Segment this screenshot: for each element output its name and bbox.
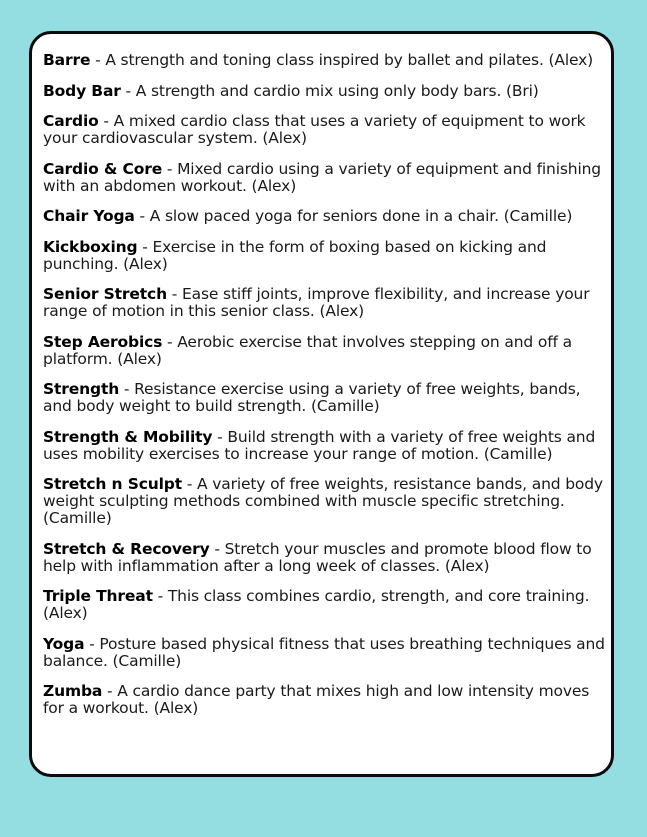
class-name: Senior Stretch <box>43 285 167 303</box>
class-description: - A mixed cardio class that uses a variety of equipment to work your cardiovascular system. (Alex) <box>43 112 586 147</box>
class-entry-step-aerobics <box>43 334 613 368</box>
class-entry-stretch-recovery <box>43 541 613 575</box>
class-descriptions <box>43 52 613 731</box>
class-entry-kickboxing <box>43 239 613 273</box>
class-entry-yoga <box>43 636 613 670</box>
class-description: - Aerobic exercise that involves stepping on and off a platform. (Alex) <box>43 332 572 368</box>
class-description: - Exercise in the form of boxing based on kicking and punching. (Alex) <box>43 237 547 273</box>
class-description: - Resistance exercise using a variety of free weights, bands, and body weight to build strength. (Camille) <box>43 380 581 415</box>
class-name: Zumba <box>43 682 103 700</box>
class-entry-strength <box>43 381 613 415</box>
class-name: Strength & Mobility <box>43 427 213 446</box>
class-name: Barre <box>43 51 91 69</box>
class-description: - A variety of free weights, resistance bands, and body weight sculpting methods combined with muscle specific stretching. (Camille) <box>43 475 603 527</box>
class-name: Stretch n Sculpt <box>43 475 182 493</box>
class-entry-stretch-n-sculpt <box>43 476 613 527</box>
class-entry-body-bar <box>43 83 613 100</box>
class-description: - Mixed cardio using a variety of equipment and finishing with an abdomen workout. (Alex) <box>43 159 601 195</box>
class-entry-cardio <box>43 113 613 147</box>
class-entry-senior-stretch <box>43 286 613 320</box>
class-name: Body Bar <box>43 81 121 100</box>
class-entry-barre <box>43 52 613 69</box>
class-entry-zumba <box>43 683 613 717</box>
class-description: - This class combines cardio, strength, and core training. (Alex) <box>43 587 590 622</box>
class-name: Triple Threat <box>43 587 153 605</box>
class-name: Yoga <box>43 634 85 653</box>
class-description: - Posture based physical fitness that uses breathing techniques and balance. (Camille) <box>43 634 605 670</box>
class-name: Chair Yoga <box>43 207 135 225</box>
class-entry-chair-yoga <box>43 208 613 225</box>
class-description: - A cardio dance party that mixes high and low intensity moves for a workout. (Alex) <box>43 682 590 717</box>
class-entry-strength-mobility <box>43 429 613 463</box>
class-entry-triple-threat <box>43 588 613 622</box>
class-name: Strength <box>43 380 120 398</box>
class-description: - A slow paced yoga for seniors done in a chair. (Camille) <box>134 207 573 225</box>
class-description: - A strength and toning class inspired by ballet and pilates. (Alex) <box>90 51 594 69</box>
class-name: Cardio & Core <box>43 159 163 178</box>
class-name: Step Aerobics <box>43 332 163 351</box>
class-description: - Ease stiff joints, improve flexibility, and increase your range of motion in this senior class. (Alex) <box>43 285 590 320</box>
class-description: - Build strength with a variety of free weights and uses mobility exercises to increase your range of motion. (Camille) <box>43 427 596 463</box>
class-description: - Stretch your muscles and promote blood flow to help with inflammation after a long week of classes. (Alex) <box>43 539 592 575</box>
class-description: - A strength and cardio mix using only body bars. (Bri) <box>120 81 539 100</box>
class-name: Kickboxing <box>43 237 138 256</box>
class-name: Cardio <box>43 112 99 130</box>
class-name: Stretch & Recovery <box>43 539 210 558</box>
class-entry-cardio-core <box>43 161 613 195</box>
